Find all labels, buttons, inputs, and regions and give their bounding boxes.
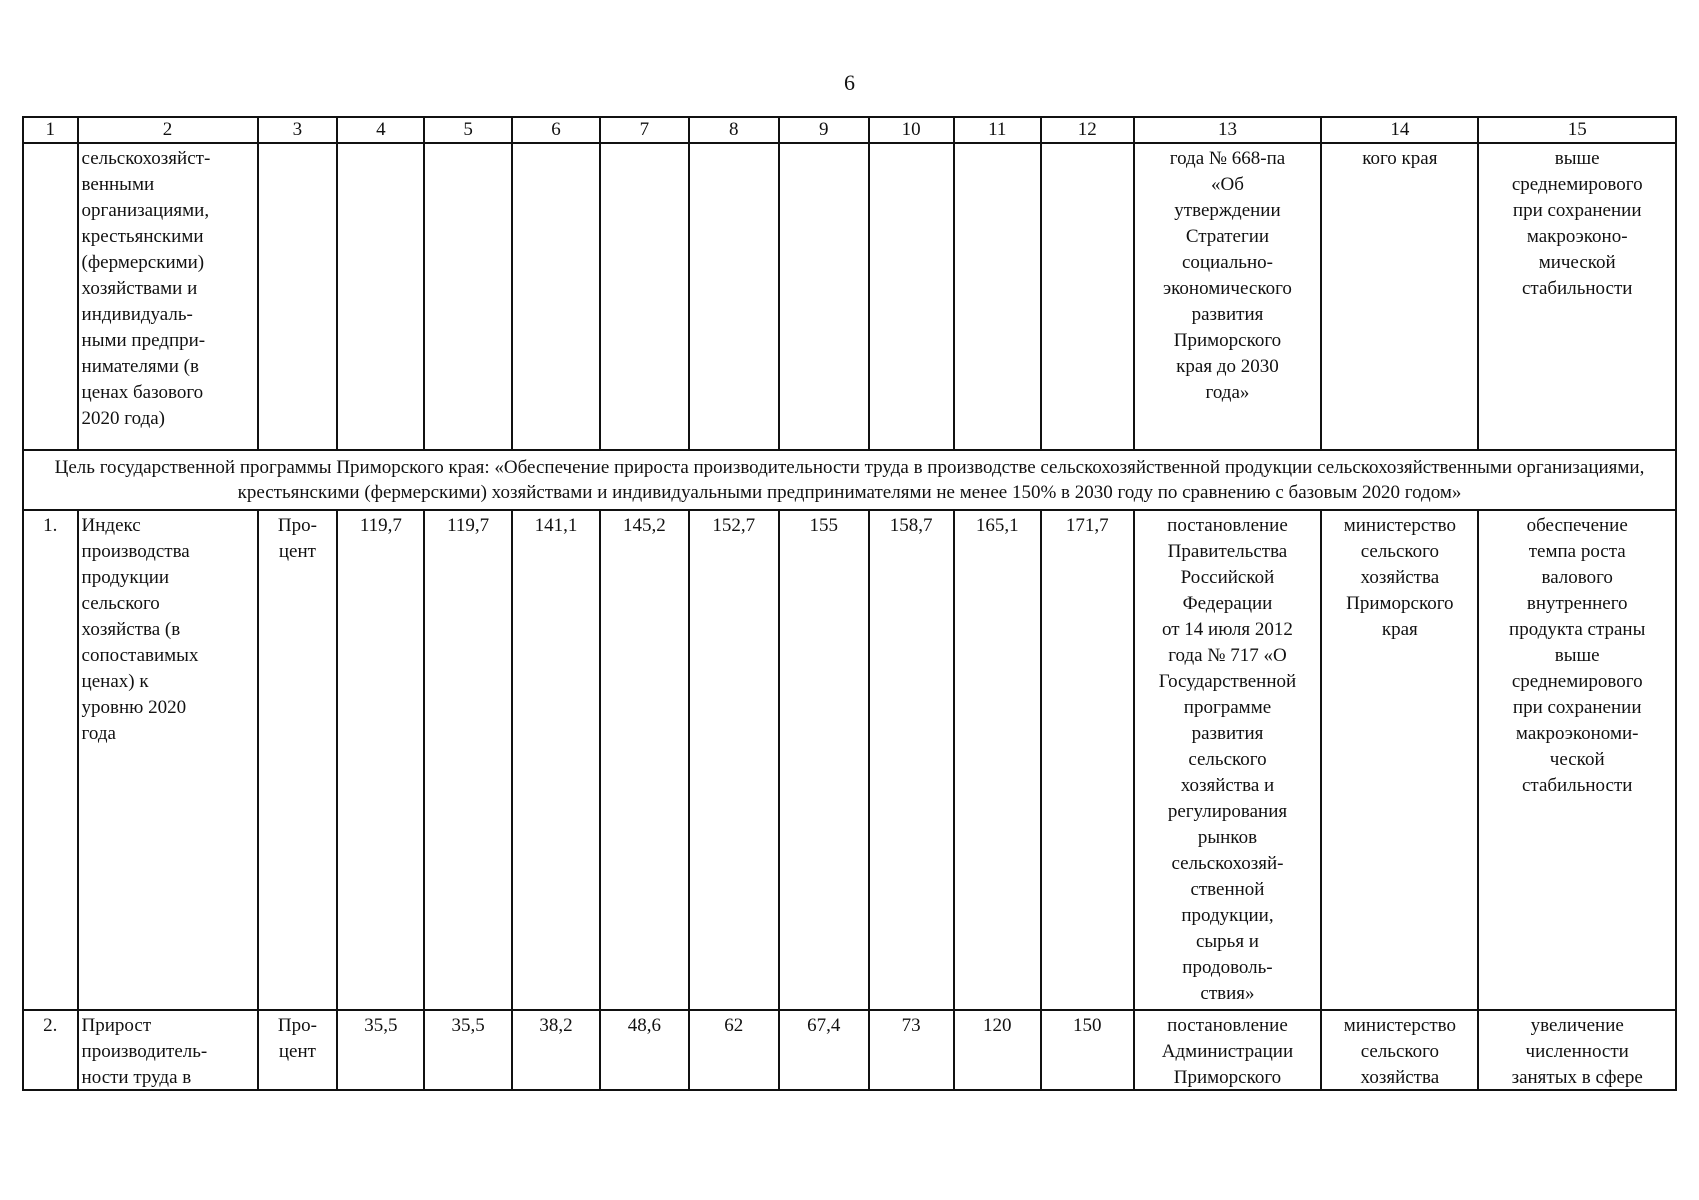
header-cell: 5 <box>424 117 511 143</box>
value-text: 120 <box>983 1015 1012 1036</box>
indicator-cell <box>78 1010 258 1090</box>
header-cell: 4 <box>337 117 424 143</box>
table-row <box>23 1010 1676 1090</box>
value-text: 35,5 <box>364 1015 398 1036</box>
value-cell: 152,7 <box>689 510 780 1010</box>
row-number-text: 2. <box>43 1015 58 1036</box>
value-text: 38,2 <box>539 1015 573 1036</box>
value-cell <box>337 143 424 450</box>
unit-cell: Про- цент <box>258 510 338 1010</box>
value-text: 67,4 <box>807 1015 841 1036</box>
value-cell <box>954 143 1041 450</box>
document-cell <box>1134 1010 1322 1090</box>
indicators-table <box>22 116 1677 1091</box>
table-row <box>23 510 1676 1010</box>
value-cell <box>869 1010 954 1090</box>
header-cell: 11 <box>954 117 1041 143</box>
indicator-cell: сельскохозяйст- венными организациями, крестьянскими (фермерскими) хозяйствами и индивидуаль- ными предпри- нимателями (в ценах базового 2020 года) <box>78 143 258 450</box>
value-text: 35,5 <box>451 1015 485 1036</box>
value-cell <box>1041 143 1134 450</box>
value-cell <box>424 1010 511 1090</box>
num-cell <box>23 143 78 450</box>
document-cell: года № 668-па «Об утверждении Стратегии социально- экономического развития Приморского края до 2030 года» <box>1134 143 1322 450</box>
value-cell: 119,7 <box>337 510 424 1010</box>
unit-text: Про- цент <box>277 1015 317 1062</box>
responsible-cell: министерство сельского хозяйства Приморского края <box>1321 510 1478 1010</box>
value-cell <box>424 143 511 450</box>
responsible-cell: кого края <box>1321 143 1478 450</box>
header-cell: 7 <box>600 117 688 143</box>
unit-cell <box>258 1010 338 1090</box>
indicator-text: Прирост производитель- ности труда в <box>81 1015 208 1088</box>
header-cell: 8 <box>689 117 780 143</box>
value-text: 48,6 <box>627 1015 661 1036</box>
value-cell <box>600 1010 688 1090</box>
page-number: 6 <box>844 70 855 95</box>
table-row-continued <box>23 143 1676 450</box>
responsible-cell <box>1321 1010 1478 1090</box>
value-cell <box>337 1010 424 1090</box>
goal-row <box>23 450 1676 510</box>
value-cell <box>869 143 954 450</box>
value-cell <box>600 143 688 450</box>
header-cell: 1 <box>23 117 78 143</box>
value-cell <box>689 1010 780 1090</box>
value-cell: 119,7 <box>424 510 511 1010</box>
row-number <box>23 1010 78 1090</box>
value-cell <box>512 143 600 450</box>
value-cell: 158,7 <box>869 510 954 1010</box>
value-cell <box>1041 1010 1134 1090</box>
header-cell: 13 <box>1134 117 1322 143</box>
header-row <box>23 117 1676 143</box>
header-cell: 12 <box>1041 117 1134 143</box>
header-cell: 9 <box>779 117 868 143</box>
relation-text: увеличение численности занятых в сфере <box>1511 1015 1643 1088</box>
goal-text: Цель государственной программы Приморского края: «Обеспечение прироста производительности труда в производстве сельскохозяйственной продукции сельскохозяйственными организациями, крестьянскими (фермерскими) хозяйствами и индивидуальными предпринимателями не менее 150% в 2030 году по сравнению с базовым 2020 годом» <box>23 450 1676 510</box>
indicator-cell: Индекс производства продукции сельского хозяйства (в сопоставимых ценах) к уровню 2020 года <box>78 510 258 1010</box>
value-cell: 165,1 <box>954 510 1041 1010</box>
header-cell: 6 <box>512 117 600 143</box>
header-cell: 3 <box>258 117 338 143</box>
value-cell: 141,1 <box>512 510 600 1010</box>
document-cell: постановление Правительства Российской Федерации от 14 июля 2012 года № 717 «О Государственной программе развития сельского хозяйства и регулирования рынков сельскохозяй- ственной продукции, сырья и продоволь- ствия» <box>1134 510 1322 1010</box>
value-text: 62 <box>724 1015 744 1036</box>
value-cell <box>954 1010 1041 1090</box>
responsible-text: министерство сельского хозяйства <box>1343 1015 1456 1088</box>
value-text: 150 <box>1073 1015 1102 1036</box>
value-cell: 155 <box>779 510 868 1010</box>
header-cell: 2 <box>78 117 258 143</box>
unit-cell <box>258 143 338 450</box>
relation-cell <box>1478 1010 1676 1090</box>
relation-cell: выше среднемирового при сохранении макроэконо- мической стабильности <box>1478 143 1676 450</box>
header-cell: 10 <box>869 117 954 143</box>
value-text: 73 <box>901 1015 921 1036</box>
relation-cell: обеспечение темпа роста валового внутреннего продукта страны выше среднемирового при сохранении макроэкономи- ческой стабильности <box>1478 510 1676 1010</box>
value-cell <box>779 1010 868 1090</box>
header-cell: 14 <box>1321 117 1478 143</box>
value-cell <box>779 143 868 450</box>
value-cell: 145,2 <box>600 510 688 1010</box>
value-cell <box>689 143 780 450</box>
value-cell: 171,7 <box>1041 510 1134 1010</box>
value-cell <box>512 1010 600 1090</box>
row-number: 1. <box>23 510 78 1010</box>
document-text: постановление Администрации Приморского <box>1161 1015 1294 1088</box>
header-cell: 15 <box>1478 117 1676 143</box>
